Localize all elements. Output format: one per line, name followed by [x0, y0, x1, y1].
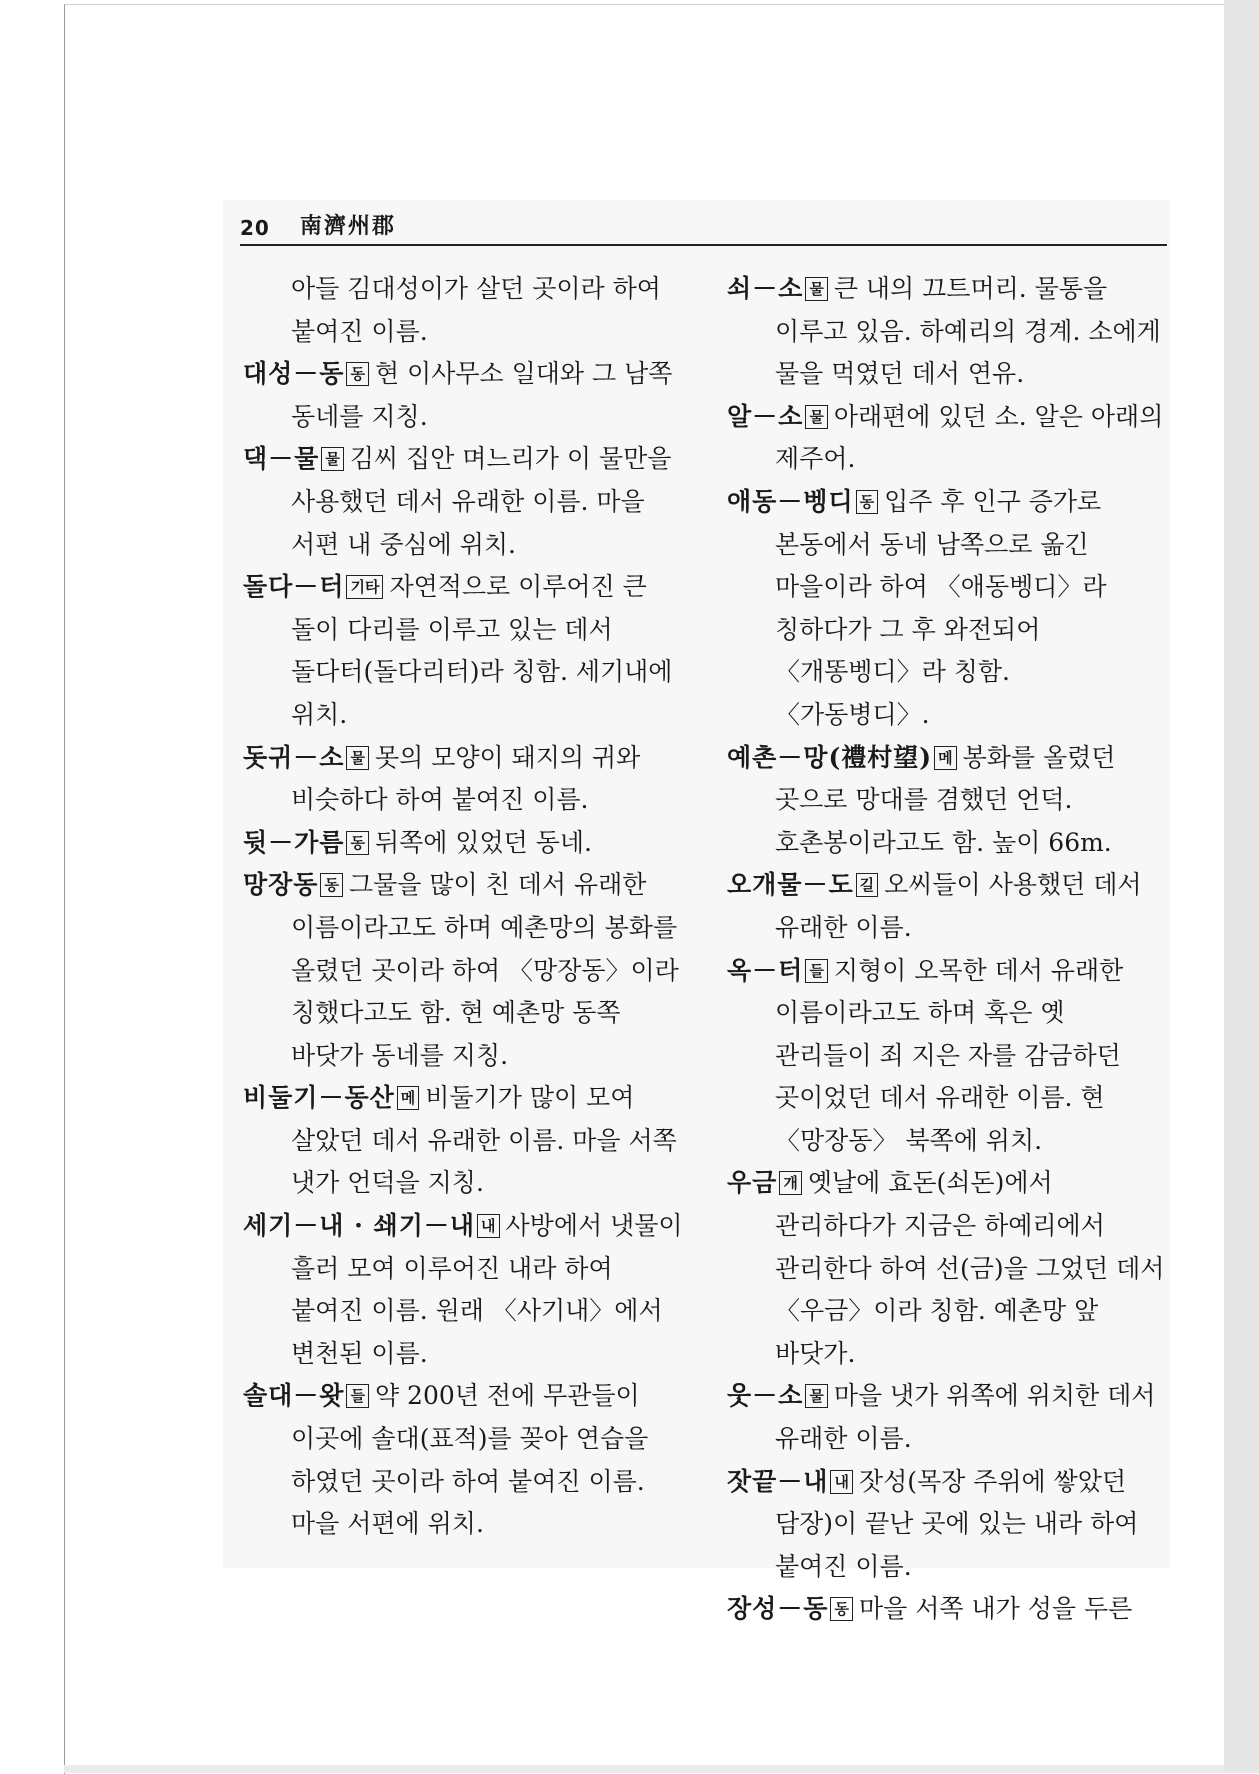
- dictionary-entry: [243, 1077, 683, 1205]
- entry-text: 입주 후 인구 증가로 본동에서 동네 남쪽으로 옮긴 마을이라 하여 〈애동벵디〉라 칭하다가 그 후 와전되어 〈개똥벵디〉라 칭함. 〈가동병디〉.: [775, 486, 1107, 729]
- entry-text: 현 이사무소 일대와 그 남쪽 동네를 지칭.: [291, 359, 673, 431]
- right-column: [727, 268, 1167, 1631]
- dictionary-entry: [727, 1461, 1167, 1589]
- dictionary-entry: [727, 1375, 1167, 1460]
- dictionary-entry: [243, 822, 683, 865]
- entry-headword: 쇠－소: [727, 274, 804, 303]
- entry-text: 마을 서쪽 내가 성을 두른: [858, 1594, 1133, 1624]
- entry-headword: 예촌－망(禮村望): [727, 742, 933, 772]
- entry-text: 뒤쪽에 있었던 동네.: [374, 827, 592, 857]
- entry-text: 봉화를 올렸던 곳으로 망대를 겸했던 언덕. 호촌봉이라고도 함. 높이 66m.: [775, 742, 1116, 857]
- page-edge-right: [1224, 0, 1259, 1773]
- dictionary-entry: [727, 1162, 1167, 1375]
- entry-text: 사방에서 냇물이 흘러 모여 이루어진 내라 하여 붙여진 이름. 원래 〈사기내〉에서 변천된 이름.: [291, 1211, 683, 1368]
- entry-text: 김씨 집안 며느리가 이 물만을 사용했던 데서 유래한 이름. 마을 서편 내 중심에 위치.: [291, 444, 672, 559]
- entry-category-tag: 동: [346, 831, 369, 855]
- dictionary-entry: [727, 737, 1167, 865]
- dictionary-entry: [243, 566, 683, 736]
- entry-category-tag: 물: [321, 447, 344, 471]
- entry-headword: 뒷－가름: [243, 827, 345, 857]
- dictionary-entry: [243, 353, 683, 438]
- entry-category-tag: 메: [934, 746, 957, 770]
- entry-text: 그물을 많이 친 데서 유래한 이름이라고도 하며 예촌망의 봉화를 올렸던 곳이라 하여 〈망장동〉이라 칭했다고도 함. 현 예촌망 동쪽 바닷가 동네를 지칭.: [291, 870, 679, 1070]
- entry-category-tag: 들: [346, 1384, 369, 1408]
- entry-category-tag: 물: [805, 405, 828, 429]
- entry-category-tag: 메: [397, 1086, 420, 1110]
- entry-category-tag: 내: [830, 1470, 853, 1494]
- left-column: [243, 268, 683, 1546]
- entry-headword: 웃－소: [727, 1381, 804, 1411]
- entry-text: 지형이 오목한 데서 유래한 이름이라고도 하며 혹은 옛 관리들이 죄 지은 자를 감금하던 곳이었던 데서 유래한 이름. 현 〈망장동〉 북쪽에 위치.: [775, 955, 1124, 1155]
- entry-category-tag: 개: [779, 1171, 802, 1195]
- dictionary-entry: [243, 737, 683, 822]
- page-number: 20: [240, 216, 270, 240]
- entry-category-tag: 기타: [346, 575, 383, 599]
- entry-category-tag: 물: [346, 746, 369, 770]
- dictionary-entry: [727, 950, 1167, 1163]
- entry-category-tag: 동: [856, 490, 879, 514]
- dictionary-entry: [727, 864, 1167, 949]
- dictionary-entry: [727, 268, 1167, 396]
- running-header: [240, 210, 1167, 246]
- entry-headword: 오개물－도: [727, 870, 854, 900]
- entry-text: 아들 김대성이가 살던 곳이라 하여 붙여진 이름.: [291, 274, 661, 346]
- page-edge-bottom: [64, 1765, 1224, 1773]
- entry-headword: 망장동: [243, 870, 319, 900]
- entry-category-tag: 물: [805, 1384, 828, 1408]
- entry-category-tag: 내: [477, 1214, 500, 1238]
- entry-category-tag: 동: [830, 1597, 853, 1621]
- entry-text: 자연적으로 이루어진 큰 돌이 다리를 이루고 있는 데서 돌다터(돌다리터)라 칭함. 세기내에 위치.: [291, 572, 673, 729]
- entry-text: 비둘기가 많이 모여 살았던 데서 유래한 이름. 마을 서쪽 냇가 언덕을 지칭.: [291, 1083, 677, 1198]
- entry-headword: 장성－동: [727, 1594, 829, 1624]
- county-title: 南濟州郡: [299, 213, 396, 239]
- entry-text: 아래편에 있던 소. 알은 아래의 제주어.: [775, 401, 1164, 474]
- dictionary-entry: [727, 1588, 1167, 1631]
- entry-category-tag: 길: [856, 873, 879, 897]
- entry-headword: 돌다－터: [243, 572, 345, 602]
- dictionary-entry: [243, 268, 683, 353]
- entry-headword: 돗귀－소: [243, 742, 345, 772]
- entry-headword: 알－소: [727, 401, 804, 431]
- entry-text: 큰 내의 끄트머리. 물통을 이루고 있음. 하예리의 경계. 소에게 물을 먹였던 데서 연유.: [775, 274, 1161, 389]
- entry-text: 못의 모양이 돼지의 귀와 비슷하다 하여 붙여진 이름.: [291, 742, 641, 815]
- entry-category-tag: 들: [805, 959, 828, 983]
- dictionary-entry: [243, 1205, 683, 1375]
- entry-headword: 잣끝－내: [727, 1466, 829, 1496]
- dictionary-entry: [243, 1375, 683, 1545]
- dictionary-entry: [243, 438, 683, 566]
- entry-text: 옛날에 효돈(쇠돈)에서 관리하다가 지금은 하예리에서 관리한다 하여 선(금)을 그었던 데서 〈우금〉이라 칭함. 예촌망 앞 바닷가.: [775, 1168, 1165, 1368]
- dictionary-entry: [727, 481, 1167, 737]
- entry-text: 오씨들이 사용했던 데서 유래한 이름.: [775, 870, 1142, 942]
- entry-headword: 우금: [727, 1168, 778, 1198]
- entry-headword: 애동－벵디: [727, 486, 854, 516]
- entry-headword: 세기－내 · 쇄기－내: [243, 1211, 476, 1241]
- entry-headword: 대성－동: [243, 359, 345, 389]
- entry-headword: 비둘기－동산: [243, 1083, 395, 1113]
- entry-headword: 옥－터: [727, 955, 804, 985]
- entry-category-tag: 동: [346, 362, 369, 386]
- dictionary-entry: [727, 396, 1167, 481]
- entry-headword: 댁－물: [243, 444, 320, 474]
- entry-headword: 솔대－왓: [243, 1381, 345, 1411]
- entry-text: 약 200년 전에 무관들이 이곳에 솔대(표적)를 꽂아 연습을 하였던 곳이라 하여 붙여진 이름. 마을 서편에 위치.: [291, 1381, 649, 1539]
- entry-text: 마을 냇가 위쪽에 위치한 데서 유래한 이름.: [775, 1381, 1156, 1454]
- entry-text: 잣성(목장 주위에 쌓았던 담장)이 끝난 곳에 있는 내라 하여 붙여진 이름.: [775, 1466, 1139, 1581]
- entry-category-tag: 동: [320, 873, 343, 897]
- entry-category-tag: 물: [805, 277, 828, 301]
- dictionary-entry: [243, 864, 683, 1077]
